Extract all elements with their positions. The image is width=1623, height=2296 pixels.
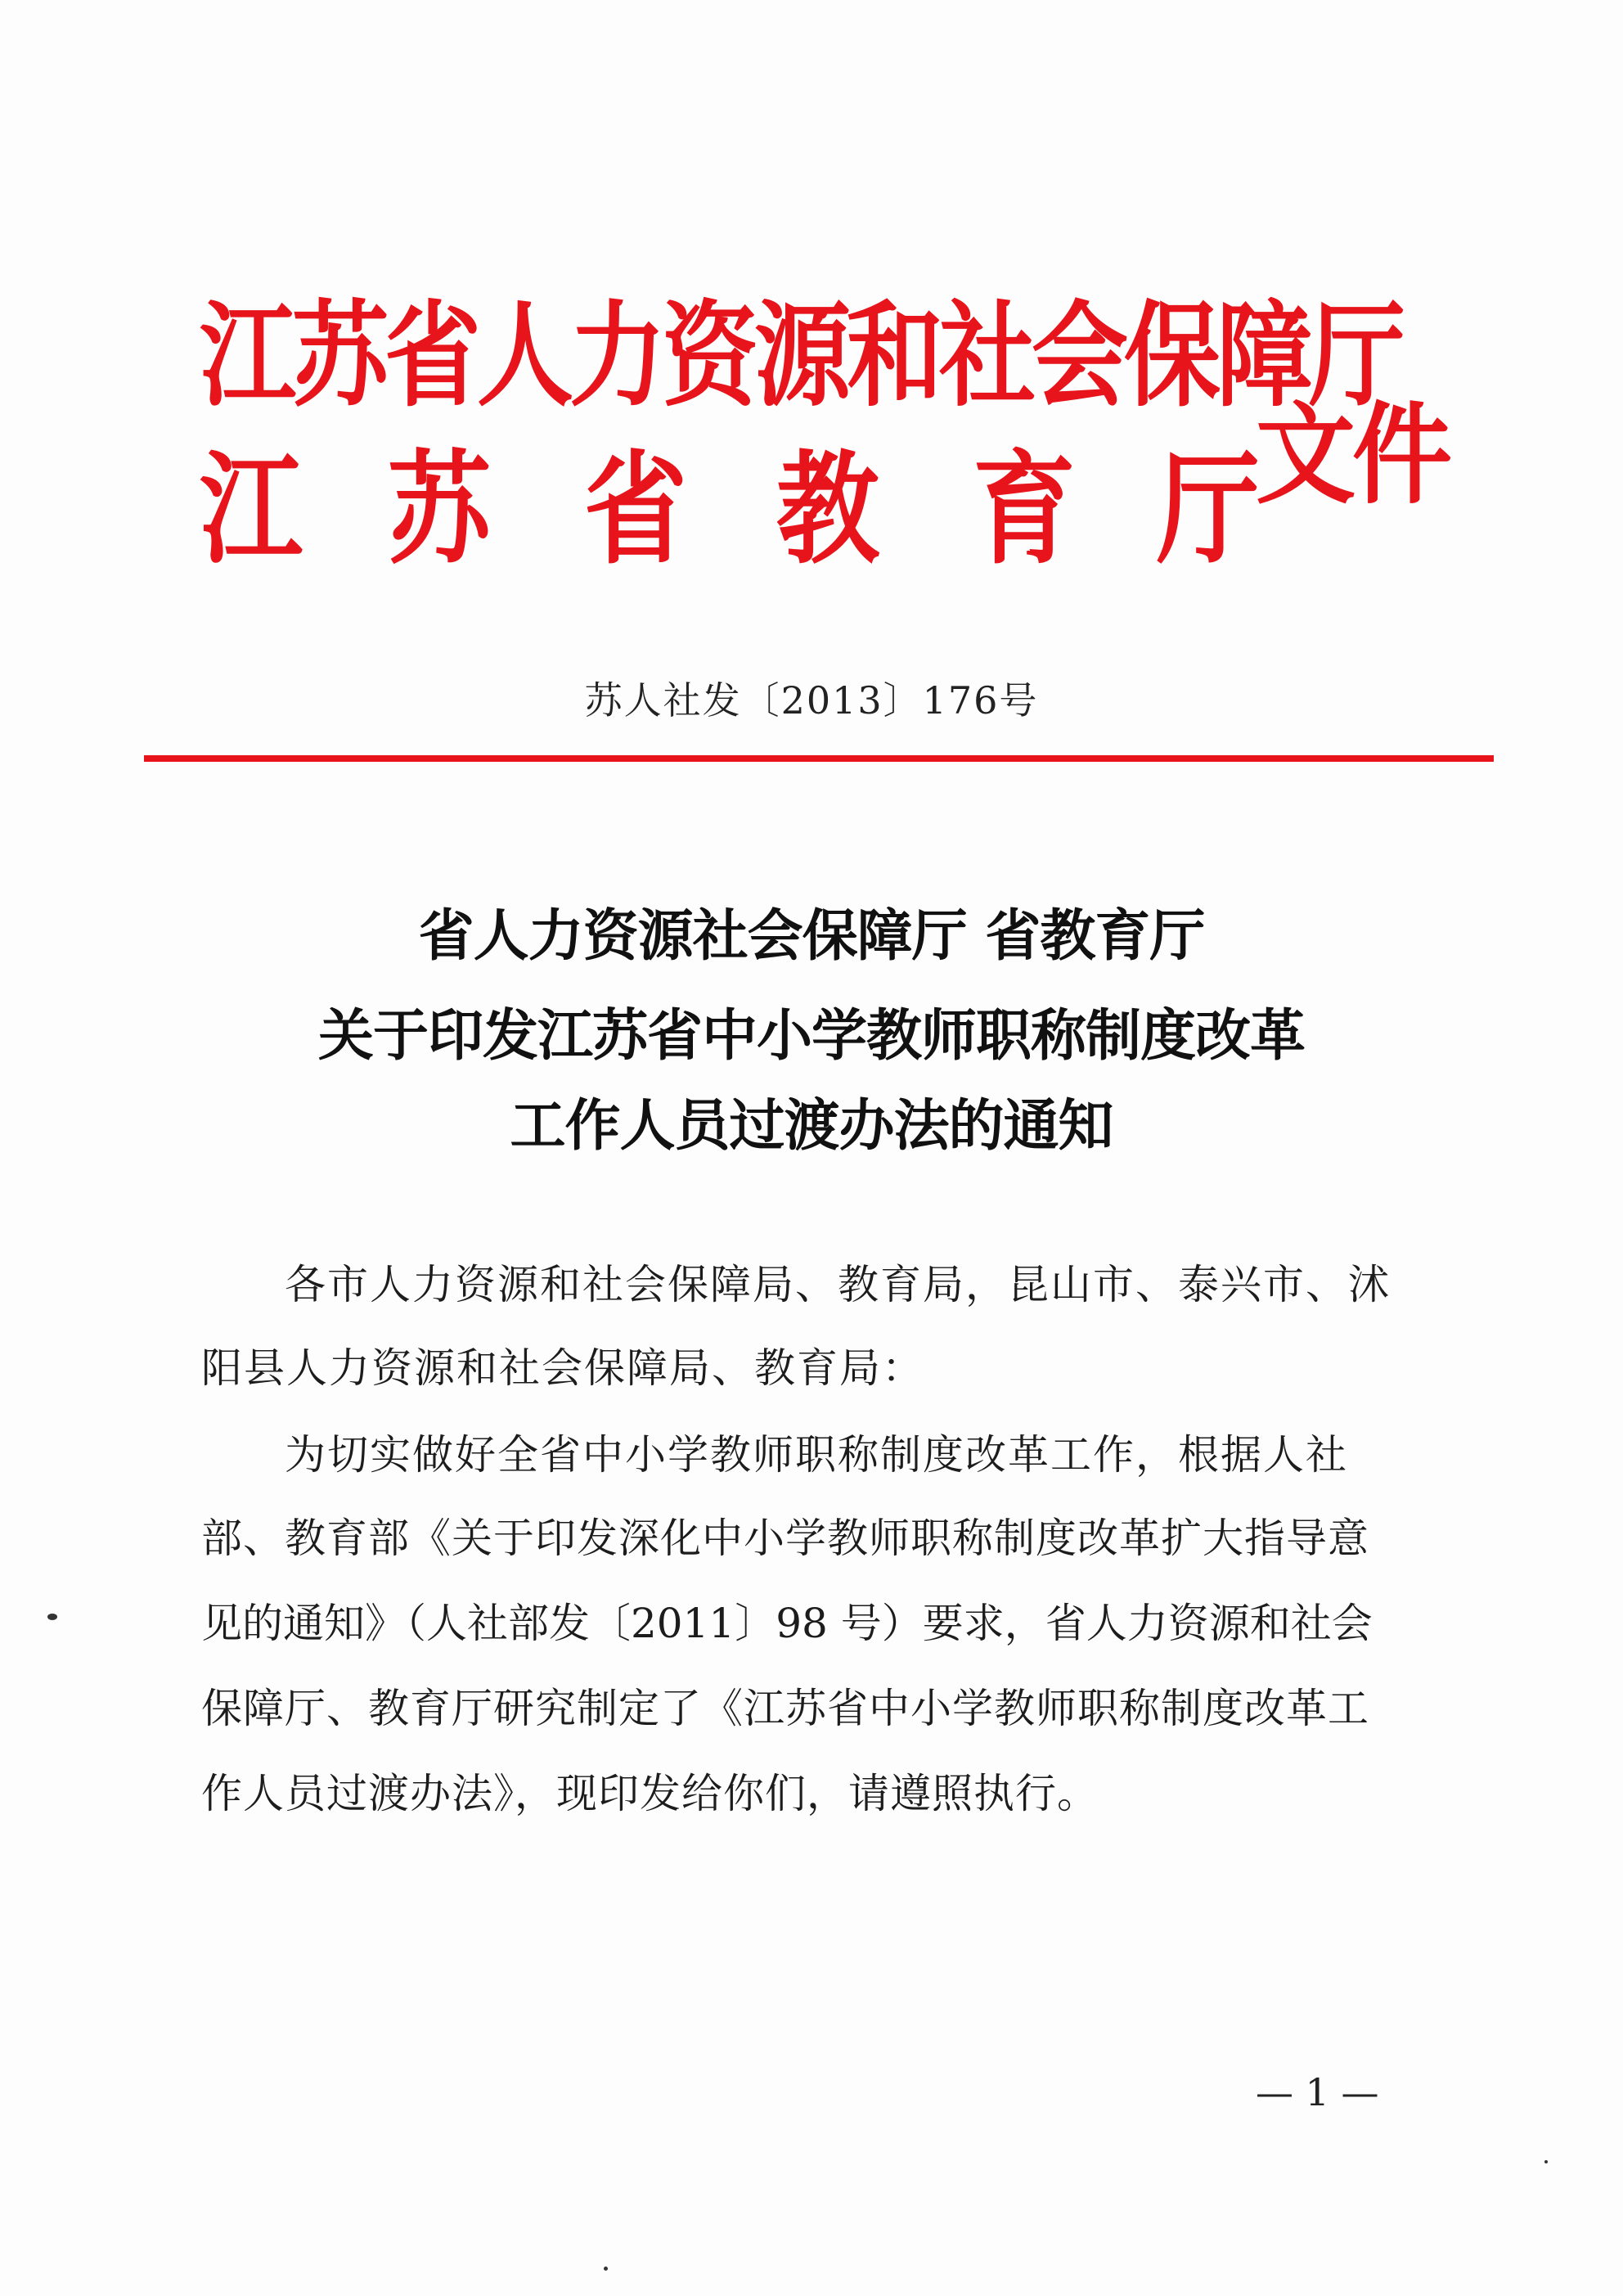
masthead-line-2-char: 江 bbox=[200, 438, 303, 581]
body-line: 为切实做好全省中小学教师职称制度改革工作，根据人社 bbox=[285, 1431, 1348, 1479]
scan-speck bbox=[604, 2267, 608, 2271]
scan-speck bbox=[47, 1614, 57, 1620]
masthead-line-2-char: 苏 bbox=[388, 438, 491, 581]
body-line: 部、教育部《关于印发深化中小学教师职称制度改革扩大指导意 bbox=[201, 1515, 1369, 1562]
document-number: 苏人社发〔2013〕176号 bbox=[584, 678, 1039, 723]
masthead-line-1: 江苏省人力资源和社会保障厅 bbox=[200, 288, 1402, 423]
body-line: 见的通知》（人社部发〔2011〕98 号）要求，省人力资源和社会 bbox=[201, 1600, 1373, 1647]
body-line: 作人员过渡办法》，现印发给你们，请遵照执行。 bbox=[201, 1770, 1099, 1817]
body-line: 阳县人力资源和社会保障局、教育局： bbox=[201, 1344, 924, 1392]
page-number: — 1 — bbox=[1256, 2070, 1379, 2114]
red-divider-line bbox=[144, 755, 1494, 762]
title-line-3: 工作人员过渡办法的通知 bbox=[510, 1093, 1113, 1159]
title-line-1: 省人力资源社会保障厅 省教育厅 bbox=[418, 903, 1205, 969]
masthead-line-2-char: 育 bbox=[973, 438, 1076, 581]
masthead-document-label: 文件 bbox=[1256, 389, 1449, 520]
masthead-line-2 bbox=[200, 438, 1263, 581]
masthead-line-2-char: 省 bbox=[584, 438, 687, 581]
body-line: 各市人力资源和社会保障局、教育局，昆山市、泰兴市、沭 bbox=[285, 1261, 1391, 1308]
scan-speck bbox=[1544, 2160, 1548, 2163]
body-line: 保障厅、教育厅研究制定了《江苏省中小学教师职称制度改革工 bbox=[201, 1685, 1369, 1732]
title-line-2: 关于印发江苏省中小学教师职称制度改革 bbox=[317, 1003, 1305, 1069]
masthead-line-2-char: 教 bbox=[776, 438, 879, 581]
masthead-line-2-char: 厅 bbox=[1157, 438, 1260, 581]
